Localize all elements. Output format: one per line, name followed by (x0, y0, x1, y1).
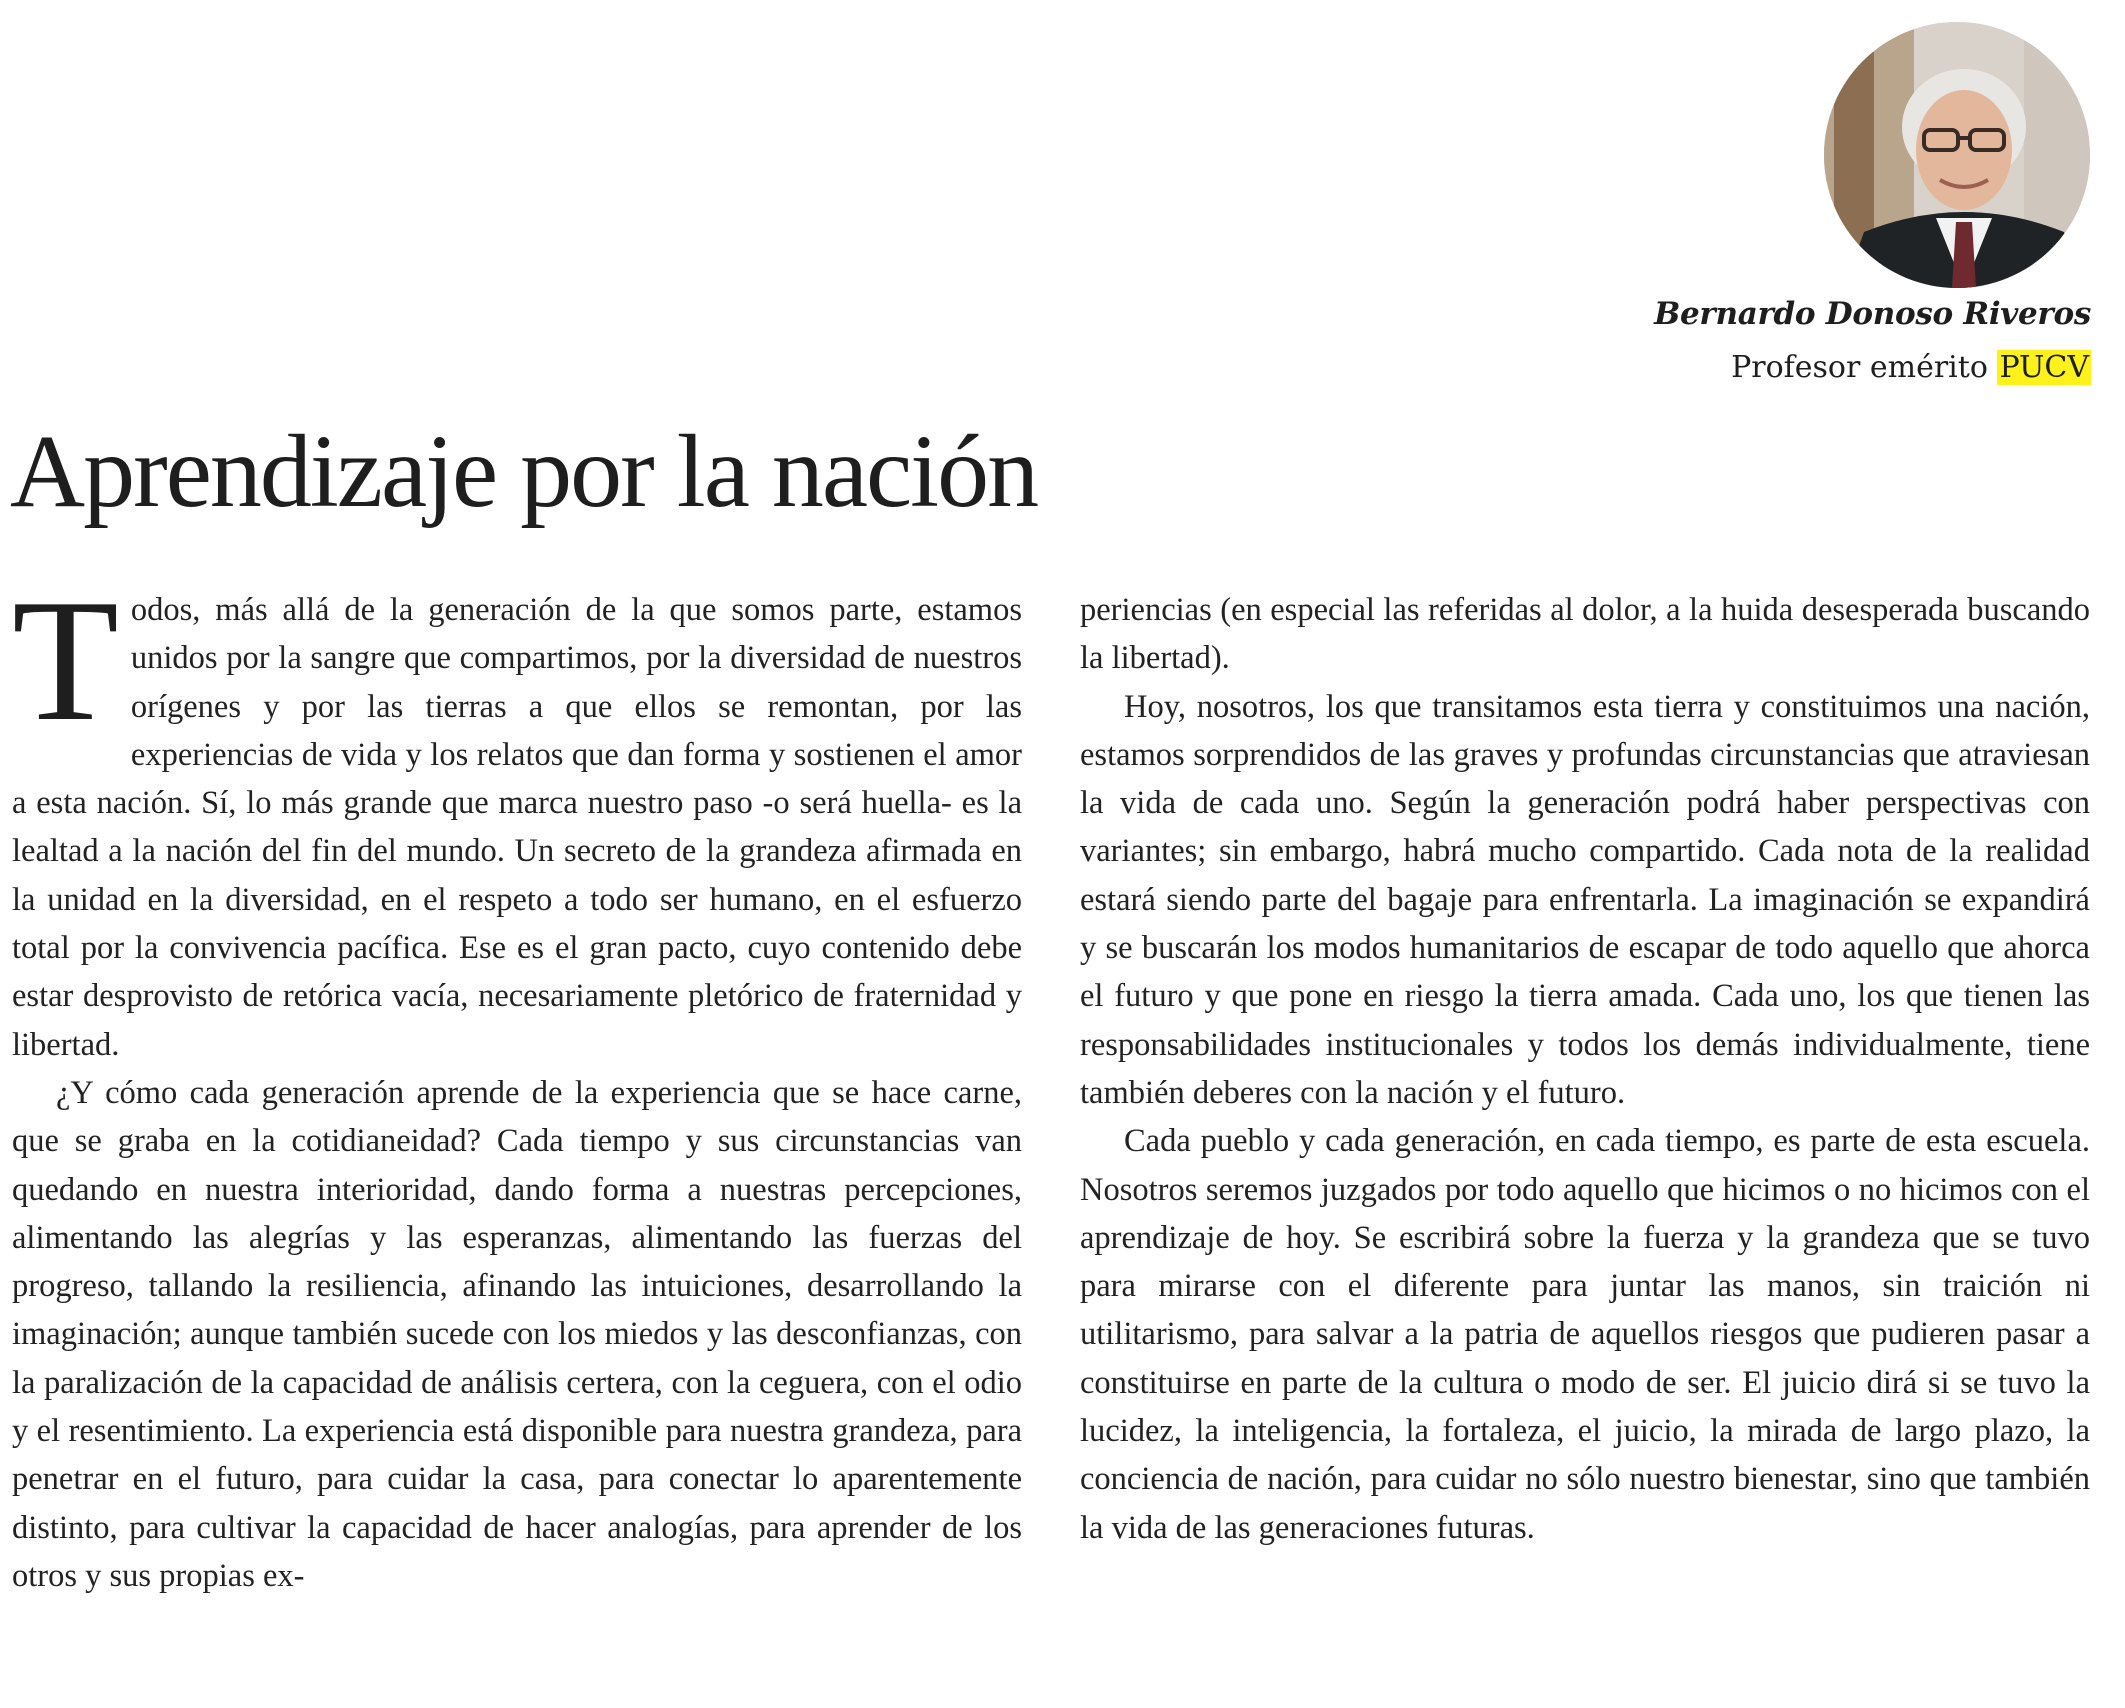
author-role (1731, 350, 2091, 385)
article-column-right (1080, 586, 2090, 1552)
drop-cap: T (12, 563, 119, 757)
author-role-title: Profesor emérito (1731, 350, 1988, 385)
author-affiliation-highlight: PUCV (1999, 350, 2089, 385)
paragraph-4: Hoy, nosotros, los que transitamos esta tierra y constituimos una nación, estamos sorprendidos de las graves y profundas circunstancias que atraviesan la vida de cada uno. Según la generación podrá haber perspectivas con variantes; sin embargo, habrá mucho compartido. Cada nota de la realidad estará siendo parte del bagaje para enfrentarla. La imaginación se expandirá y se buscarán los modos humanitarios de escapar de todo aquello que ahorca el futuro y que pone en riesgo la tierra amada. Cada uno, los que tienen las responsabilidades institucionales y todos los demás individualmente, tiene también deberes con la nación y el futuro. (1080, 688, 2090, 1111)
paragraph-3: periencias (en especial las referidas al dolor, a la huida desesperada buscando la libertad). (1080, 592, 2090, 677)
article-headline: Aprendizaje por la nación (10, 414, 1038, 529)
article-column-left (12, 563, 1022, 1600)
author-name: Bernardo Donoso Riveros (1654, 296, 2091, 332)
author-photo (1824, 22, 2090, 288)
paragraph-1-text: odos, más allá de la generación de la que somos parte, estamos unidos por la sangre que compartimos, por la diversidad de nuestros orígenes y por las tierras a que ellos se remontan, por las experiencias de vida y los relatos que dan forma y sostienen el amor a esta nación. Sí, lo más grande que marca nuestro paso -o será huella- es la lealtad a la nación del fin del mundo. Un secreto de la grandeza afirmada en la unidad en la diversidad, en el respeto a todo ser humano, en el esfuerzo total por la convivencia pacífica. Ese es el gran pacto, cuyo contenido debe estar desprovisto de retórica vacía, necesariamente pletórico de fraternidad y libertad. (12, 592, 1022, 1063)
paragraph-5: Cada pueblo y cada generación, en cada tiempo, es parte de esta escuela. Nosotros seremos juzgados por todo aquello que hicimos o no hicimos con el aprendizaje de hoy. Se escribirá sobre la fuerza y la grandeza que se tuvo para mirarse con el diferente para juntar las manos, sin traición ni utilitarismo, para salvar a la patria de aquellos riesgos que pudieren pasar a constituirse en parte de la cultura o modo de ser. El juicio dirá si se tuvo la lucidez, la inteligencia, la fortaleza, el juicio, la mirada de largo plazo, la conciencia de nación, para cuidar no sólo nuestro bienestar, sino que también la vida de las generaciones futuras. (1080, 1123, 2090, 1546)
paragraph-2: ¿Y cómo cada generación aprende de la experiencia que se hace carne, que se graba en la cotidianeidad? Cada tiempo y sus circunstancias van quedando en nuestra interioridad, dando forma a nuestras percepciones, alimentando las alegrías y las esperanzas, alimentando las fuerzas del progreso, tallando la resiliencia, afinando las intuiciones, desarrollando la imaginación; aunque también sucede con los miedos y las desconfianzas, con la paralización de la capacidad de análisis certera, con la ceguera, con el odio y el resentimiento. La experiencia está disponible para nuestra grandeza, para penetrar en el futuro, para cuidar la casa, para conectar lo aparentemente distinto, para cultivar la capacidad de hacer analogías, para aprender de los otros y sus propias ex- (12, 1074, 1022, 1594)
author-portrait-illustration (1824, 22, 2090, 288)
paragraph-1 (12, 563, 1022, 1069)
